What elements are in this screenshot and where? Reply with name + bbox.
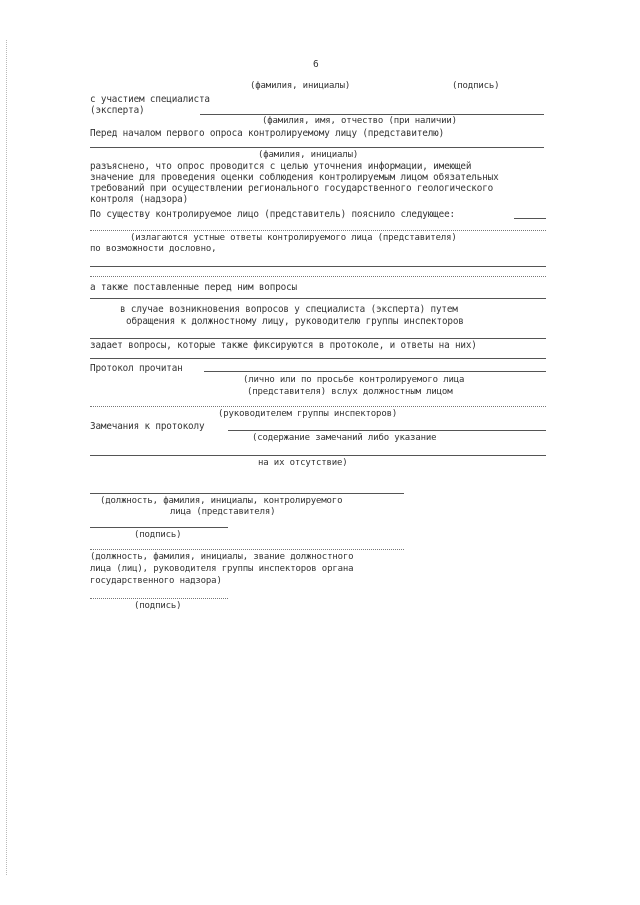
on-merits-line	[514, 218, 546, 219]
page-number: 6	[313, 59, 319, 70]
by-team-leader: (руководителем группы инспекторов)	[218, 409, 398, 419]
page-margin-border	[6, 40, 7, 875]
asks-questions: задает вопросы, которые также фиксируются в протоколе, и ответы на них)	[90, 340, 477, 351]
official-caption-1: (должность, фамилия, инициалы, звание должностного	[90, 552, 354, 562]
explained-line-1: разъяснено, что опрос проводится с целью уточнения информации, имеющей	[90, 161, 472, 172]
remarks-line-2	[90, 455, 546, 456]
explained-line-2: значение для проведения оценки соблюдения контролируемым лицом обязательных	[90, 172, 499, 183]
official-line	[90, 549, 404, 550]
remarks-caption: (содержание замечаний либо указание	[252, 433, 437, 443]
personally-2: (представителя) вслух должностным лицом	[247, 387, 453, 397]
also-questions: а также поставленные перед ним вопросы	[90, 282, 297, 293]
read-by-line	[90, 406, 546, 407]
position-line	[90, 493, 404, 494]
on-merits: По существу контролируемое лицо (представитель) пояснило следующее:	[90, 209, 455, 220]
questions-line	[90, 298, 546, 299]
stated-answers-2: по возможности дословно,	[90, 244, 217, 254]
signature-caption-1: (подпись)	[134, 530, 182, 540]
signature-line-2	[90, 598, 228, 599]
official-caption-3: государственного надзора)	[90, 576, 222, 586]
asks-line	[90, 358, 546, 359]
caption-surname-initials: (фамилия, инициалы)	[258, 150, 359, 160]
before-first-question: Перед началом первого опроса контролируемому лицу (представителю)	[90, 128, 445, 139]
in-case-line	[90, 338, 546, 339]
remarks-line	[228, 430, 546, 431]
stated-answers-1: (излагаются устные ответы контролируемого лица (представителя)	[130, 233, 457, 243]
personally-1: (лично или по просьбе контролируемого лица	[243, 375, 465, 385]
in-case-1: в случае возникновения вопросов у специалиста (эксперта) путем	[120, 304, 458, 315]
signature-line-1	[90, 527, 228, 528]
protocol-read: Протокол прочитан	[90, 363, 183, 374]
absence-caption: на их отсутствие)	[258, 458, 348, 468]
explained-line-4: контроля (надзора)	[90, 194, 189, 205]
in-case-2: обращения к должностному лицу, руководителю группы инспекторов	[126, 316, 464, 327]
expert-label: (эксперта)	[90, 105, 145, 116]
position-caption-2: лица (представителя)	[170, 507, 276, 517]
answers-line-top	[90, 230, 546, 231]
position-caption-1: (должность, фамилия, инициалы, контролируемого	[100, 496, 343, 506]
person-line	[90, 147, 544, 148]
caption-name: (фамилия, инициалы)	[250, 81, 351, 91]
protocol-read-line	[204, 371, 546, 372]
caption-signature: (подпись)	[452, 81, 500, 91]
specialist-participation: с участием специалиста	[90, 94, 210, 105]
specialist-line	[200, 114, 544, 115]
answers-line-1	[90, 266, 546, 267]
signature-caption-2: (подпись)	[134, 601, 182, 611]
official-caption-2: лица (лиц), руководителя группы инспекторов органа	[90, 564, 354, 574]
remarks-label: Замечания к протоколу	[90, 421, 205, 432]
caption-full-name: (фамилия, имя, отчество (при наличии)	[262, 116, 457, 126]
answers-line-2	[90, 276, 546, 277]
explained-line-3: требований при осуществлении регионального государственного геологического	[90, 183, 494, 194]
